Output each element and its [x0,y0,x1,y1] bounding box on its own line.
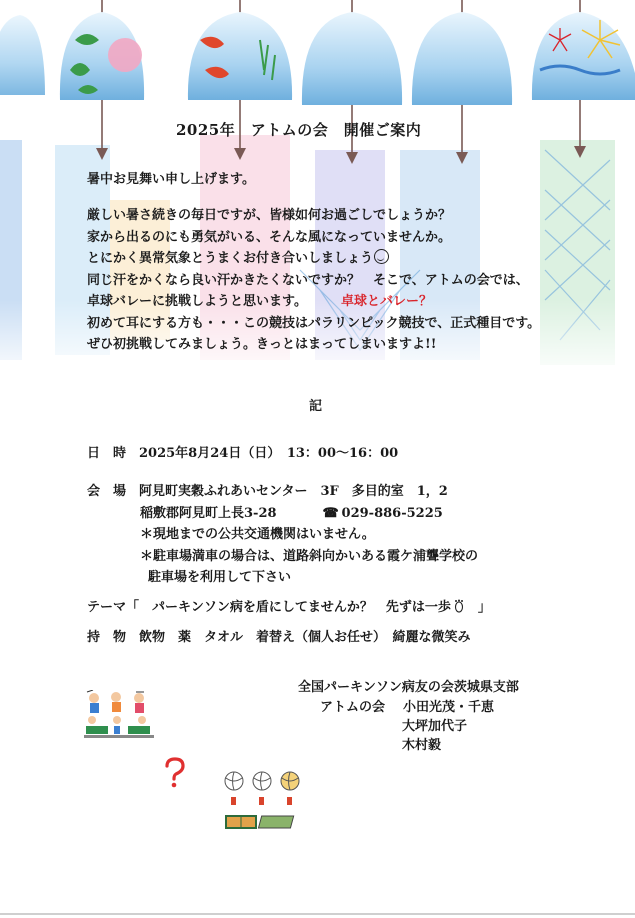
bell-4-plain [302,12,402,105]
venue-address: 稲敷郡阿見町上長3-28 [140,506,277,521]
greeting-heading: 暑中お見舞い申し上げます。 [87,172,255,187]
parking-note-cont: 駐車場を利用して下さい [148,570,292,585]
group-label: アトムの会 [320,700,386,715]
organizer-name: 木村毅 [402,738,442,753]
bell-5-plain [412,12,512,105]
intro-paragraph [87,205,540,356]
organizer-line [320,696,494,715]
parking-note: ＊駐車場満車の場合は、道路斜向かいある霞ケ浦聾学校の [140,549,479,564]
intro-line: 厳しい暑さ続きの毎日ですが、皆様如何お過ごしでしょうか？ [87,208,452,223]
intro-line [87,291,540,313]
question-mark-icon [162,757,188,789]
footprint-icon [453,599,465,613]
venue-address-line [140,502,443,521]
bell-2-flower [60,12,144,100]
event-venue: 会 場 阿見町実穀ふれあいセンター 3F 多目的室 1，2 [87,484,448,499]
intro-line-text: 卓球バレーに挑戦しようと思います。 [87,294,307,309]
intro-line: 家から出るのにも勇気がいる、そんな風になっていませんか。 [87,229,452,245]
bell-6-fireworks [532,12,635,100]
players-clipart [84,690,154,745]
volleyball-tabletennis-clipart [222,770,302,832]
highlight-question: 卓球とバレー？ [340,294,432,309]
intro-line: 同じ汗をかくなら良い汗かきたくないですか？ そこで、アトムの会では、 [87,272,529,288]
theme-close: 」 [464,600,491,615]
event-theme [87,596,491,615]
venue-phone: 029-886-5225 [341,506,443,521]
intro-line: 初めて耳にする方も・・・この競技はパラリンピック競技で、正式種目です。 [87,315,541,331]
items-to-bring: 持 物 飲物 薬 タオル 着替え（個人お任せ） 綺麗な微笑み [87,630,471,645]
intro-line [87,248,540,270]
bell-3-goldfish [188,12,292,100]
page-bottom-border [0,913,635,915]
page-title: 2025年 アトムの会 開催ご案内 [176,121,422,139]
organizer-name: 大坪加代子 [402,719,468,734]
telephone-icon: ☎ [322,506,339,521]
event-date: 日 時 2025年8月24日（日） 13：00～16：00 [87,446,399,461]
bell-1 [0,15,45,95]
access-note: ＊現地までの公共交通機関はいません。 [140,527,375,542]
ki-heading: 記 [309,399,323,414]
intro-line: ぜひ初挑戦してみましょう。きっとはまってしまいますよ!! [87,337,437,352]
theme-text: テーマ「 パーキンソン病を盾にしてませんか？ 先ずは一歩 [87,600,451,615]
smiley-face-icon [374,249,389,264]
organization-name: 全国パーキンソン病友の会茨城県支部 [298,680,519,695]
intro-line-text: とにかく異常気象とうまくお付き合いしましょう [87,251,374,266]
organizer-name: 小田光茂・千恵 [403,700,495,715]
